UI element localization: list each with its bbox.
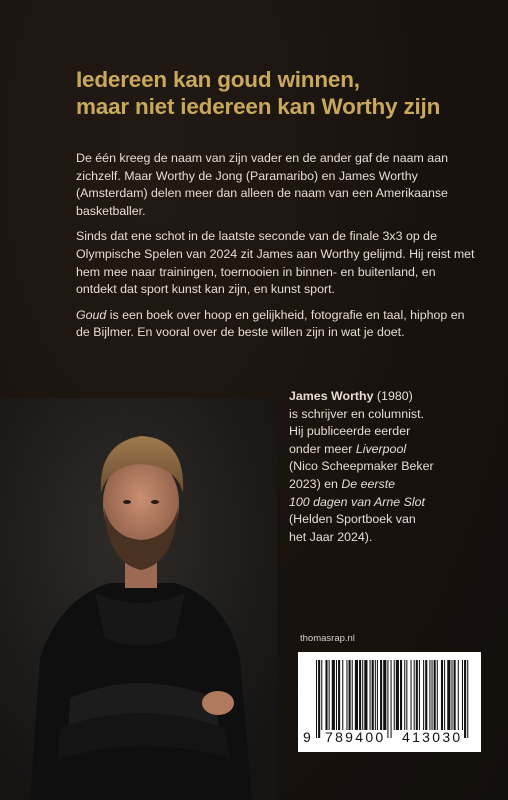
headline xyxy=(76,66,476,120)
bio-line-d: (Nico Scheepmaker Beker xyxy=(289,459,434,474)
barcode-bar xyxy=(425,660,427,730)
barcode-bar xyxy=(359,660,361,730)
barcode-bar xyxy=(370,660,371,730)
barcode-bar xyxy=(396,660,399,730)
barcode-bar xyxy=(416,660,418,730)
barcode-bar xyxy=(467,660,468,738)
bio-line-e-text: 2023) en xyxy=(289,476,342,491)
barcode-bar xyxy=(447,660,450,730)
bio-line-b: Hij publiceerde eerder xyxy=(289,424,411,439)
barcode-bar xyxy=(338,660,340,730)
bio-line-a: is schrijver en columnist. xyxy=(289,406,424,421)
barcode-bar xyxy=(325,660,327,730)
bio-line-e xyxy=(289,476,489,494)
barcode-bar xyxy=(394,660,395,730)
barcode-bar xyxy=(336,660,337,730)
blurb-paragraph-2: Sinds dat ene schot in de laatste seconde van de finale 3x3 op de Olympische Spelen van 2024 zit James aan Worthy gelijmd. Hij reist met hem mee naar trainingen, toernooien in binnen- en buitenland, en ontdekt dat sport kunst kan zijn, en kunst sport. xyxy=(76,229,475,297)
bio-line-name xyxy=(289,388,489,406)
barcode-bar xyxy=(364,660,367,730)
author-photo xyxy=(0,398,277,800)
barcode-bar xyxy=(372,660,374,730)
author-name: James Worthy xyxy=(289,389,374,403)
barcode-bar xyxy=(383,660,386,730)
barcode-bar xyxy=(332,660,335,730)
barcode-bar xyxy=(451,660,452,730)
barcode-bar xyxy=(346,660,347,730)
bio-line-c xyxy=(289,441,489,459)
book-title-liverpool: Liverpool xyxy=(355,441,407,456)
barcode-bar xyxy=(419,660,420,730)
barcode-bar xyxy=(432,660,433,730)
barcode-bar xyxy=(352,660,353,730)
headline-line-1: Iedereen kan goud winnen, xyxy=(76,67,360,92)
barcode-lead-digit: 9 xyxy=(303,729,311,745)
barcode-bar xyxy=(329,660,330,730)
barcode-bar xyxy=(391,660,392,738)
blurb-paragraph-3 xyxy=(76,307,476,342)
book-title-100-dagen: 100 dagen van Arne Slot xyxy=(289,494,425,509)
bio-line-g: het Jaar 2024). xyxy=(289,529,373,544)
barcode-bar xyxy=(444,660,445,730)
headline-line-2: maar niet iedereen kan Worthy zijn xyxy=(76,94,441,119)
barcode-bar xyxy=(362,660,363,730)
publisher-url: thomasrap.nl xyxy=(300,633,355,644)
barcode-bar xyxy=(414,660,415,730)
barcode-bar xyxy=(462,660,463,730)
barcode-bar xyxy=(355,660,358,730)
barcode-bar xyxy=(321,660,322,730)
blurb xyxy=(76,150,476,350)
barcode-bar xyxy=(423,660,424,730)
barcode-bar xyxy=(349,660,351,730)
isbn-barcode xyxy=(298,652,481,752)
barcode-bar xyxy=(429,660,430,730)
barcode-bar xyxy=(406,660,407,730)
barcode-bar xyxy=(377,660,378,730)
barcode-bar xyxy=(434,660,436,730)
barcode-bar xyxy=(454,660,456,730)
barcode-bar xyxy=(318,660,320,738)
barcode-bar xyxy=(437,660,438,730)
blurb-paragraph-3-text: is een boek over hoop en gelijkheid, fotografie en taal, hiphop en de Bijlmer. En vooral over de beste willen zijn in wat je doet. xyxy=(76,307,465,340)
blurb-paragraph-1: De één kreeg de naam van zijn vader en de ander gaf de naam aan zichzelf. Maar Worthy de Jong (Paramaribo) en James Worthy (Amsterdam) delen meer dan alleen de naam van een Amerikaanse basketballer. xyxy=(76,151,448,218)
barcode-bar xyxy=(404,660,405,730)
barcode-bar xyxy=(342,660,343,730)
bio-line-book2b xyxy=(289,494,489,512)
author-bio xyxy=(289,388,489,546)
book-title-de-eerste: De eerste xyxy=(341,476,396,491)
barcode-bar xyxy=(387,660,388,738)
barcode-bar xyxy=(464,660,466,738)
book-title-goud: Goud xyxy=(76,307,107,322)
barcode-group-1: 789400 xyxy=(325,729,386,745)
author-year: (1980) xyxy=(373,389,413,403)
bio-line-f: (Helden Sportboek van xyxy=(289,512,416,527)
barcode-bar xyxy=(375,660,376,730)
barcode-group-2: 413030 xyxy=(402,729,463,745)
barcode-bar xyxy=(411,660,412,730)
barcode-bar xyxy=(316,660,317,738)
barcode-bar xyxy=(441,660,443,730)
barcode-bar xyxy=(458,660,459,730)
bio-line-c-text: onder meer xyxy=(289,441,356,456)
barcode-bar xyxy=(400,660,402,730)
barcode-bar xyxy=(380,660,382,730)
